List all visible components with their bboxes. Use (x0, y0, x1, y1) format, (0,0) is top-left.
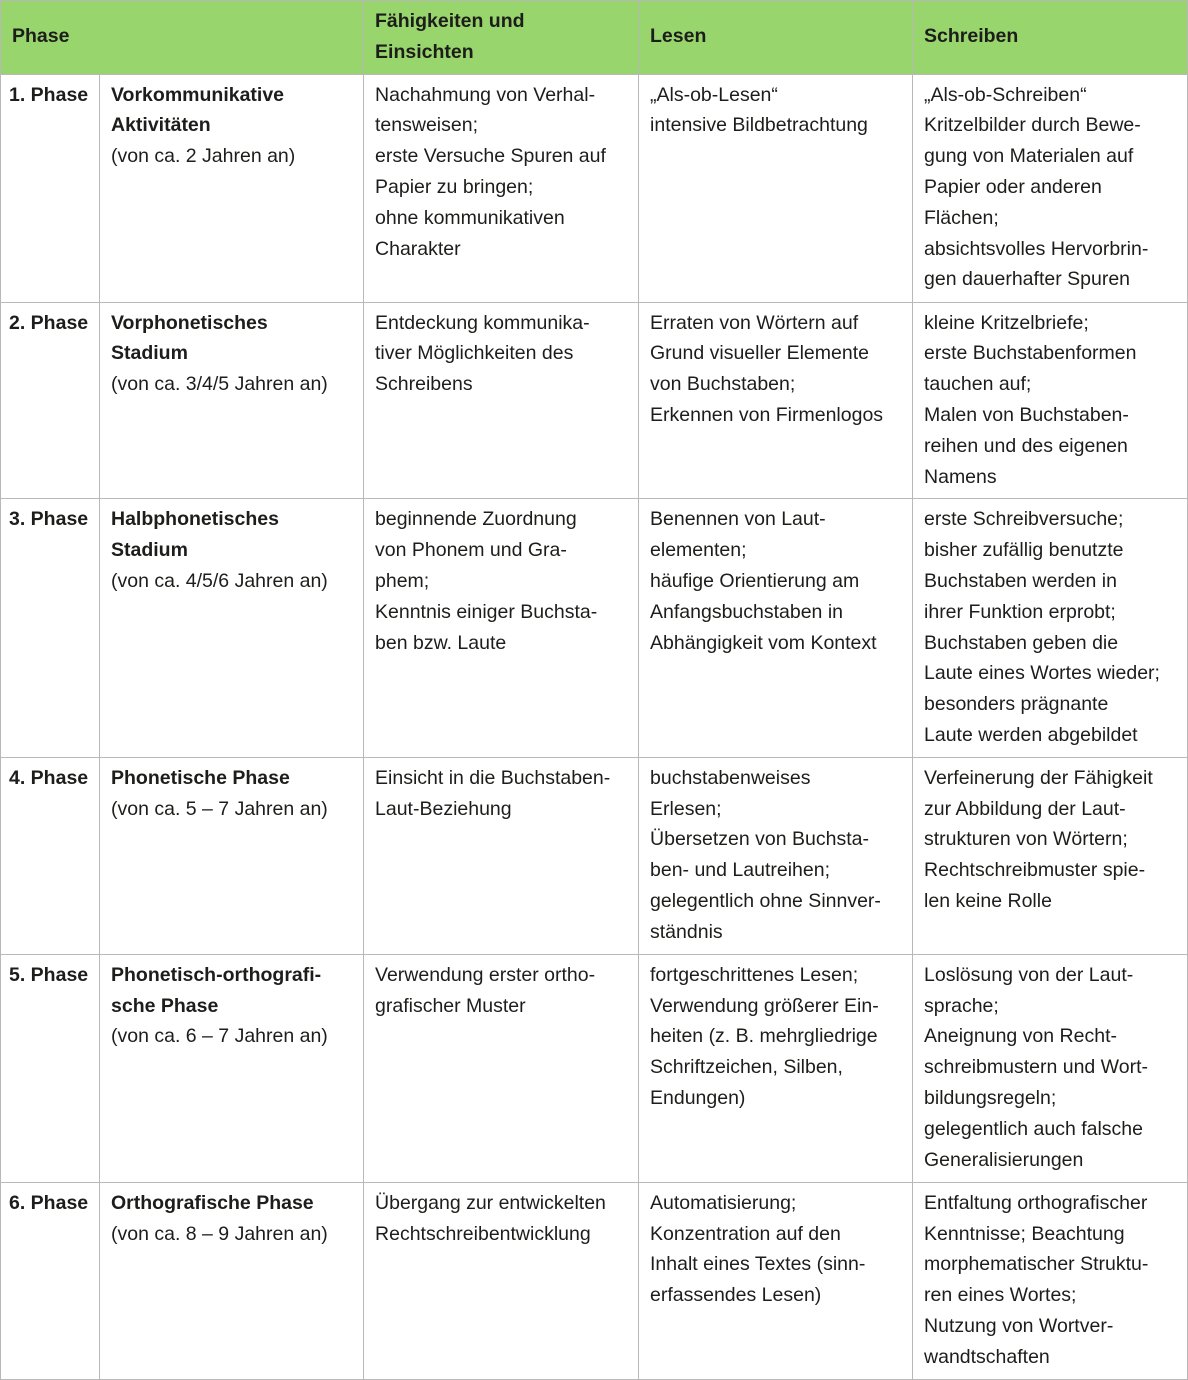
cell-line: kleine Kritzelbriefe; (924, 311, 1089, 334)
cell-line: häufige Orientierung am (650, 569, 860, 592)
cell-line: Entdeckung kommunika- (375, 311, 590, 334)
cell-line: Laute eines Wortes wieder; (924, 662, 1160, 685)
cell-line: erste Schreibversuche; (924, 508, 1124, 531)
cell-line: sprache; (924, 994, 999, 1017)
skills-cell (364, 757, 639, 954)
stage-name: Halbphonetisches (111, 508, 279, 531)
cell-line: Inhalt eines Textes (sinn- (650, 1253, 866, 1276)
table-row (1, 1182, 1188, 1379)
stage-name: Stadium (111, 342, 188, 365)
cell-line: erste Buchstabenformen (924, 342, 1137, 365)
cell-line: Papier zu bringen; (375, 175, 534, 198)
writing-cell (913, 757, 1188, 954)
table-row (1, 74, 1188, 302)
cell-line: Einsicht in die Buchstaben- (375, 766, 611, 789)
phase-number: 5. Phase (1, 954, 100, 1182)
table-row (1, 499, 1188, 757)
reading-cell (639, 302, 913, 499)
cell-line: Nachahmung von Verhal- (375, 83, 596, 106)
cell-line: Flächen; (924, 206, 999, 229)
cell-line: besonders prägnante (924, 693, 1109, 716)
header-writing: Schreiben (913, 1, 1188, 75)
cell-line: wandtschaften (924, 1345, 1050, 1368)
cell-line: Grund visueller Elemente (650, 342, 869, 365)
reading-cell (639, 954, 913, 1182)
header-skills (364, 1, 639, 75)
cell-line: strukturen von Wörtern; (924, 828, 1128, 851)
cell-line: tiver Möglichkeiten des (375, 342, 574, 365)
skills-cell (364, 954, 639, 1182)
stage-name: Orthografische Phase (111, 1191, 314, 1214)
table-row (1, 757, 1188, 954)
phase-number: 3. Phase (1, 499, 100, 757)
cell-line: Kenntnis einiger Buchsta- (375, 600, 598, 623)
phase-stage (100, 1182, 364, 1379)
cell-line: heiten (z. B. mehrgliedrige (650, 1025, 878, 1048)
cell-line: Benennen von Laut- (650, 508, 826, 531)
cell-line: ihrer Funktion erprobt; (924, 600, 1116, 623)
cell-line: Papier oder anderen (924, 175, 1102, 198)
cell-line: gung von Materialen auf (924, 145, 1134, 168)
stage-age: (von ca. 2 Jahren an) (111, 145, 296, 168)
phase-stage (100, 302, 364, 499)
skills-cell (364, 74, 639, 302)
cell-line: ben- und Lautreihen; (650, 859, 830, 882)
reading-cell (639, 74, 913, 302)
cell-line: Übergang zur entwickelten (375, 1191, 606, 1214)
cell-line: gelegentlich ohne Sinnver- (650, 889, 881, 912)
reading-cell (639, 1182, 913, 1379)
cell-line: Erraten von Wörtern auf (650, 311, 859, 334)
cell-line: ohne kommunikativen (375, 206, 565, 229)
reading-cell (639, 499, 913, 757)
cell-line: Rechtschreibentwicklung (375, 1222, 591, 1245)
cell-line: Endungen) (650, 1086, 746, 1109)
cell-line: von Buchstaben; (650, 373, 796, 396)
stage-age: (von ca. 5 – 7 Jahren an) (111, 797, 328, 820)
cell-line: Loslösung von der Laut- (924, 963, 1134, 986)
stage-name: Vorkommunikative (111, 83, 285, 106)
cell-line: fortgeschrittenes Lesen; (650, 963, 859, 986)
cell-line: ren eines Wortes; (924, 1284, 1077, 1307)
cell-line: Charakter (375, 237, 461, 260)
cell-line: elementen; (650, 539, 747, 562)
phase-number: 6. Phase (1, 1182, 100, 1379)
cell-line: Schreibens (375, 373, 473, 396)
cell-line: ständnis (650, 920, 723, 943)
cell-line: Malen von Buchstaben- (924, 403, 1129, 426)
cell-line: von Phonem und Gra- (375, 539, 567, 562)
cell-line: tauchen auf; (924, 373, 1032, 396)
cell-line: tensweisen; (375, 114, 478, 137)
cell-line: Anfangsbuchstaben in (650, 600, 843, 623)
cell-line: Automatisierung; (650, 1191, 797, 1214)
cell-line: absichtsvolles Hervorbrin- (924, 237, 1149, 260)
cell-line: Erkennen von Firmenlogos (650, 403, 884, 426)
cell-line: Abhängigkeit vom Kontext (650, 631, 877, 654)
cell-line: len keine Rolle (924, 889, 1052, 912)
cell-line: ben bzw. Laute (375, 631, 507, 654)
cell-line: phem; (375, 569, 430, 592)
cell-line: Buchstaben werden in (924, 569, 1117, 592)
cell-line: Laute werden abgebildet (924, 723, 1138, 746)
phase-number: 1. Phase (1, 74, 100, 302)
cell-line: Generalisierungen (924, 1148, 1084, 1171)
cell-line: Namens (924, 465, 997, 488)
reading-cell (639, 757, 913, 954)
cell-line: Entfaltung orthografischer (924, 1191, 1148, 1214)
writing-cell (913, 499, 1188, 757)
table-row (1, 302, 1188, 499)
phase-stage (100, 74, 364, 302)
stage-age: (von ca. 6 – 7 Jahren an) (111, 1025, 328, 1048)
cell-line: zur Abbildung der Laut- (924, 797, 1126, 820)
phase-stage (100, 499, 364, 757)
stage-name: Vorphonetisches (111, 311, 268, 334)
cell-line: Nutzung von Wortver- (924, 1314, 1114, 1337)
cell-line: Laut-Beziehung (375, 797, 512, 820)
cell-line: intensive Bildbetrachtung (650, 114, 868, 137)
cell-line: grafischer Muster (375, 994, 526, 1017)
cell-line: erfassendes Lesen) (650, 1284, 822, 1307)
cell-line: gelegentlich auch falsche (924, 1117, 1144, 1140)
cell-line: gen dauerhafter Spuren (924, 268, 1131, 291)
cell-line: Kritzelbilder durch Bewe- (924, 114, 1141, 137)
stage-age: (von ca. 8 – 9 Jahren an) (111, 1222, 328, 1245)
cell-line: morphematischer Struktu- (924, 1253, 1149, 1276)
cell-line: Konzentration auf den (650, 1222, 841, 1245)
stage-name: Aktivitäten (111, 114, 211, 137)
cell-line: Übersetzen von Buchsta- (650, 828, 869, 851)
cell-line: Rechtschreibmuster spie- (924, 859, 1146, 882)
skills-cell (364, 499, 639, 757)
cell-line: „Als-ob-Schreiben“ (924, 83, 1087, 106)
cell-line: bildungsregeln; (924, 1086, 1057, 1109)
cell-line: Schriftzeichen, Silben, (650, 1056, 843, 1079)
cell-line: Buchstaben geben die (924, 631, 1119, 654)
header-skills-line: Einsichten (375, 40, 474, 63)
cell-line: Erlesen; (650, 797, 722, 820)
writing-cell (913, 954, 1188, 1182)
header-skills-line: Fähigkeiten und (375, 10, 525, 32)
cell-line: Aneignung von Recht- (924, 1025, 1117, 1048)
cell-line: Verwendung größerer Ein- (650, 994, 879, 1017)
cell-line: buchstabenweises (650, 766, 811, 789)
writing-cell (913, 1182, 1188, 1379)
skills-cell (364, 1182, 639, 1379)
table-row (1, 954, 1188, 1182)
stage-name: sche Phase (111, 994, 219, 1017)
stage-name: Phonetisch-orthografi- (111, 963, 322, 986)
skills-cell (364, 302, 639, 499)
header-reading: Lesen (639, 1, 913, 75)
phase-number: 4. Phase (1, 757, 100, 954)
stage-age: (von ca. 3/4/5 Jahren an) (111, 373, 328, 396)
cell-line: reihen und des eigenen (924, 434, 1128, 457)
header-row (1, 1, 1188, 75)
cell-line: Verfeinerung der Fähigkeit (924, 766, 1153, 789)
cell-line: beginnende Zuordnung (375, 508, 577, 531)
writing-cell (913, 74, 1188, 302)
stage-name: Stadium (111, 539, 188, 562)
phase-number: 2. Phase (1, 302, 100, 499)
header-phase: Phase (1, 1, 364, 75)
stage-age: (von ca. 4/5/6 Jahren an) (111, 569, 328, 592)
phase-stage (100, 757, 364, 954)
phase-stage (100, 954, 364, 1182)
cell-line: schreibmustern und Wort- (924, 1056, 1148, 1079)
cell-line: erste Versuche Spuren auf (375, 145, 606, 168)
cell-line: „Als-ob-Lesen“ (650, 83, 778, 106)
cell-line: Kenntnisse; Beachtung (924, 1222, 1125, 1245)
writing-cell (913, 302, 1188, 499)
stage-name: Phonetische Phase (111, 766, 290, 789)
cell-line: bisher zufällig benutzte (924, 539, 1124, 562)
cell-line: Verwendung erster ortho- (375, 963, 596, 986)
